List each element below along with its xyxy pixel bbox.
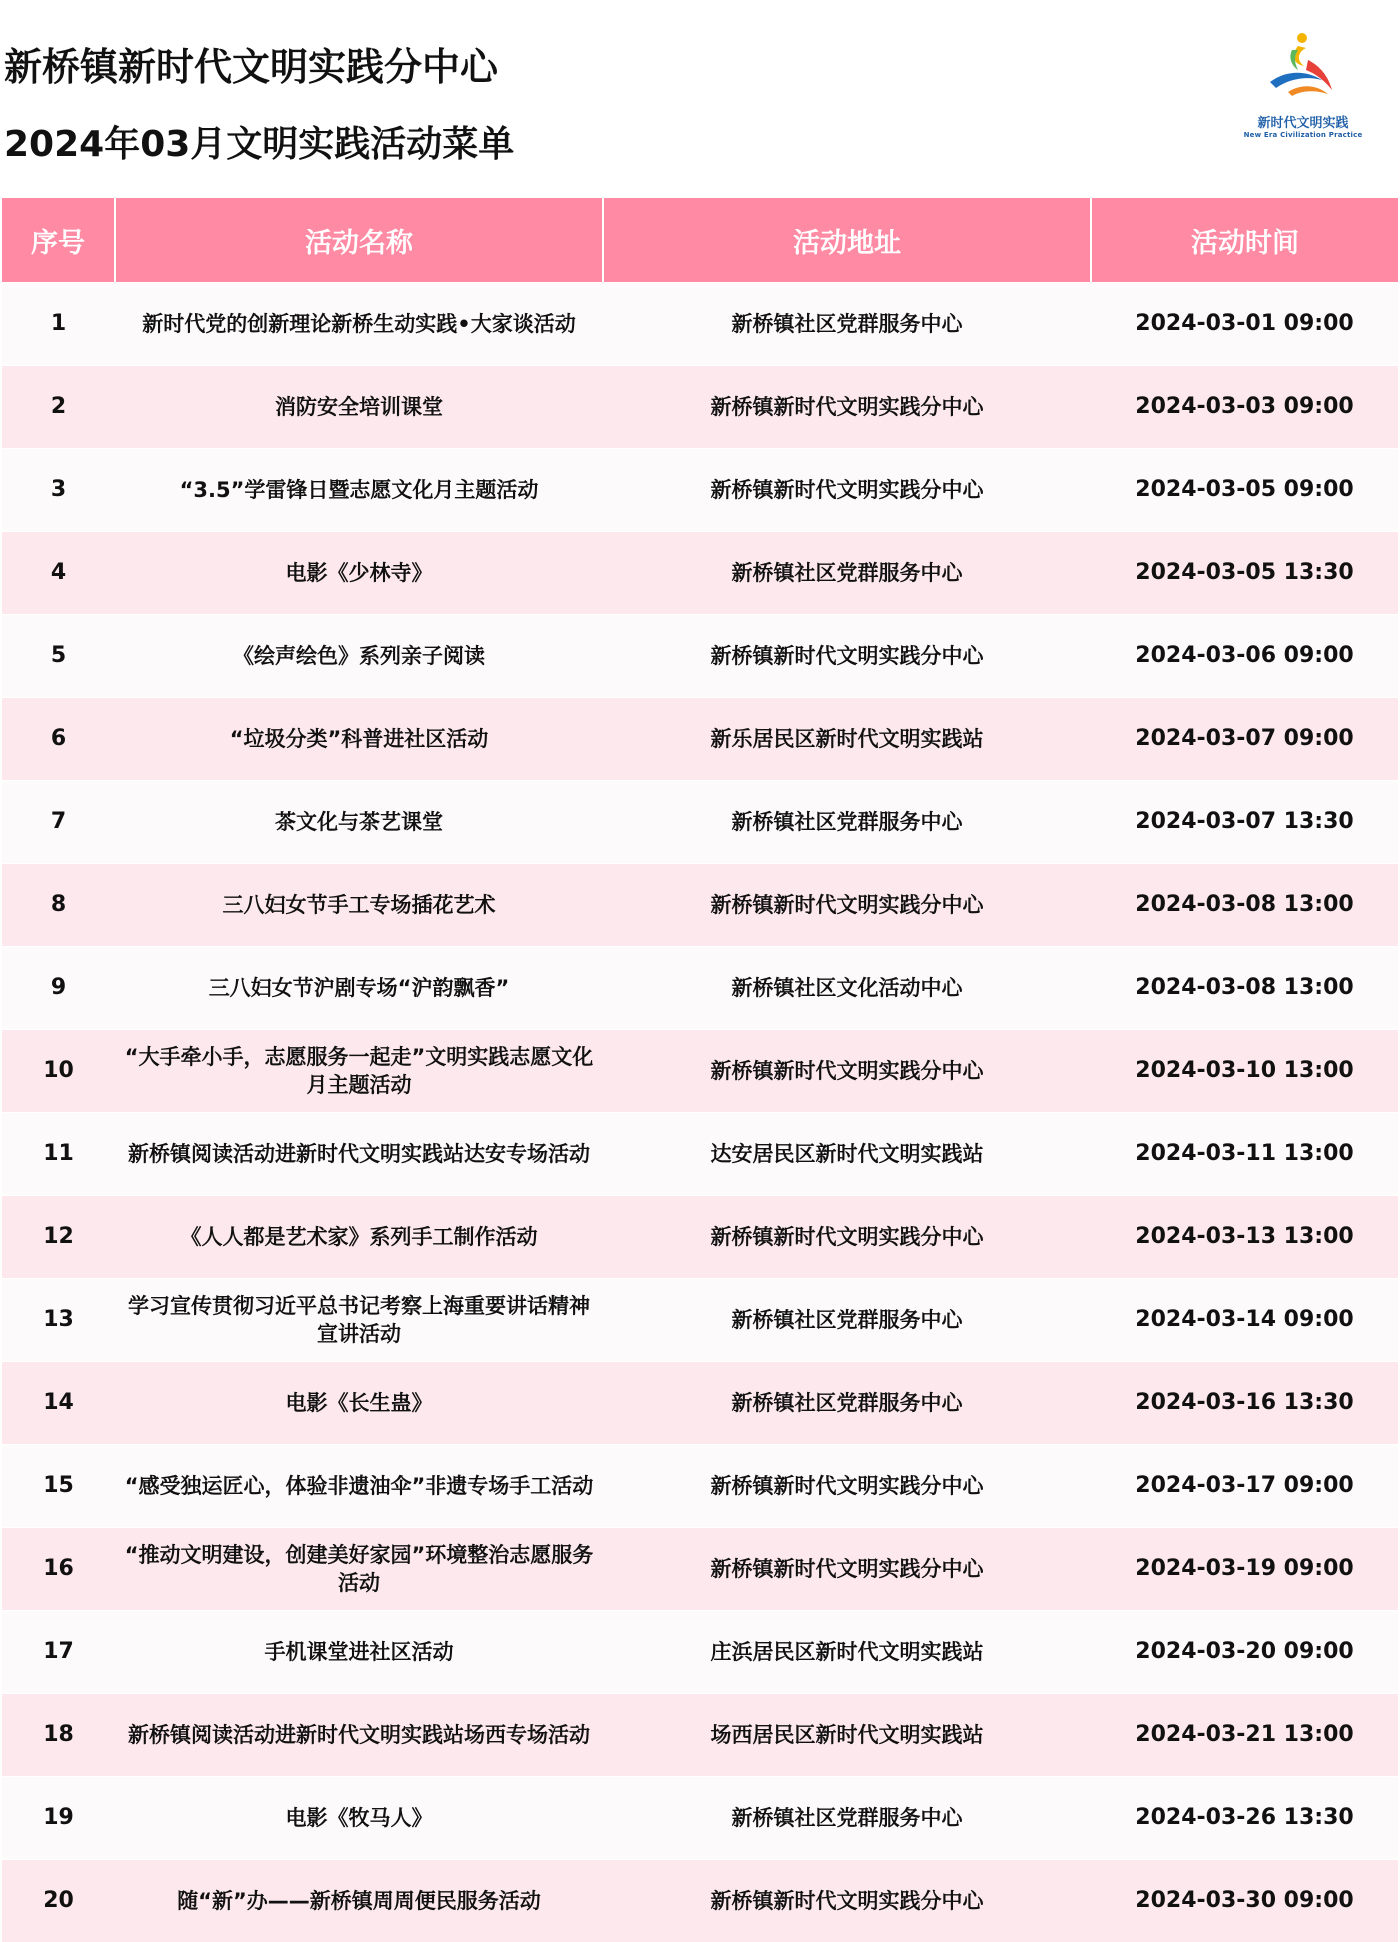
cell-activity-name: 学习宣传贯彻习近平总书记考察上海重要讲话精神宣讲活动 [115, 1279, 603, 1362]
column-header-number: 序号 [2, 198, 115, 283]
table-row [2, 781, 1398, 864]
cell-number: 20 [2, 1860, 115, 1942]
cell-activity-address: 新桥镇新时代文明实践分中心 [603, 1445, 1091, 1528]
table-row [2, 1030, 1398, 1113]
cell-number: 7 [2, 781, 115, 864]
cell-activity-time: 2024-03-01 09:00 [1091, 283, 1398, 366]
cell-activity-name: 电影《长生蛊》 [115, 1362, 603, 1445]
cell-activity-address: 达安居民区新时代文明实践站 [603, 1113, 1091, 1196]
table-header-row [2, 198, 1398, 283]
cell-activity-time: 2024-03-13 13:00 [1091, 1196, 1398, 1279]
cell-activity-address: 新桥镇新时代文明实践分中心 [603, 1196, 1091, 1279]
cell-number: 17 [2, 1611, 115, 1694]
cell-activity-name: “大手牵小手，志愿服务一起走”文明实践志愿文化月主题活动 [115, 1030, 603, 1113]
cell-activity-time: 2024-03-30 09:00 [1091, 1860, 1398, 1942]
cell-number: 18 [2, 1694, 115, 1777]
cell-activity-name: 新时代党的创新理论新桥生动实践•大家谈活动 [115, 283, 603, 366]
table-row [2, 1860, 1398, 1942]
logo-text-cn: 新时代文明实践 [1238, 112, 1368, 131]
cell-activity-name: “感受独运匠心，体验非遗油伞”非遗专场手工活动 [115, 1445, 603, 1528]
cell-activity-time: 2024-03-14 09:00 [1091, 1279, 1398, 1362]
cell-activity-name: 电影《少林寺》 [115, 532, 603, 615]
table-row [2, 1113, 1398, 1196]
cell-activity-address: 新乐居民区新时代文明实践站 [603, 698, 1091, 781]
cell-number: 3 [2, 449, 115, 532]
table-row [2, 366, 1398, 449]
cell-number: 19 [2, 1777, 115, 1860]
column-header-name: 活动名称 [115, 198, 603, 283]
table-row [2, 532, 1398, 615]
table-row [2, 615, 1398, 698]
cell-activity-address: 新桥镇社区党群服务中心 [603, 781, 1091, 864]
table-row [2, 1445, 1398, 1528]
cell-number: 10 [2, 1030, 115, 1113]
cell-activity-address: 新桥镇新时代文明实践分中心 [603, 615, 1091, 698]
cell-activity-time: 2024-03-10 13:00 [1091, 1030, 1398, 1113]
cell-number: 15 [2, 1445, 115, 1528]
cell-activity-name: 新桥镇阅读活动进新时代文明实践站达安专场活动 [115, 1113, 603, 1196]
cell-activity-address: 新桥镇新时代文明实践分中心 [603, 366, 1091, 449]
table-row [2, 449, 1398, 532]
cell-activity-name: 三八妇女节沪剧专场“沪韵飘香” [115, 947, 603, 1030]
table-row [2, 1362, 1398, 1445]
table-row [2, 283, 1398, 366]
cell-activity-time: 2024-03-19 09:00 [1091, 1528, 1398, 1611]
cell-activity-name: 茶文化与茶艺课堂 [115, 781, 603, 864]
cell-number: 13 [2, 1279, 115, 1362]
page-subtitle: 2024年03月文明实践活动菜单 [4, 116, 514, 167]
cell-activity-time: 2024-03-21 13:00 [1091, 1694, 1398, 1777]
cell-activity-address: 新桥镇社区党群服务中心 [603, 532, 1091, 615]
cell-activity-address: 场西居民区新时代文明实践站 [603, 1694, 1091, 1777]
cell-activity-time: 2024-03-08 13:00 [1091, 864, 1398, 947]
cell-number: 12 [2, 1196, 115, 1279]
column-header-time: 活动时间 [1091, 198, 1398, 283]
table-row [2, 947, 1398, 1030]
cell-activity-time: 2024-03-26 13:30 [1091, 1777, 1398, 1860]
page-title: 新桥镇新时代文明实践分中心 [4, 36, 498, 91]
cell-number: 14 [2, 1362, 115, 1445]
cell-activity-time: 2024-03-07 09:00 [1091, 698, 1398, 781]
cell-activity-name: “推动文明建设，创建美好家园”环境整治志愿服务活动 [115, 1528, 603, 1611]
cell-activity-address: 新桥镇社区党群服务中心 [603, 1362, 1091, 1445]
cell-number: 4 [2, 532, 115, 615]
cell-activity-address: 新桥镇新时代文明实践分中心 [603, 1030, 1091, 1113]
page-header [0, 0, 1400, 195]
logo-text-en: New Era Civilization Practice [1238, 131, 1368, 139]
cell-activity-address: 新桥镇社区党群服务中心 [603, 1279, 1091, 1362]
cell-activity-address: 新桥镇社区党群服务中心 [603, 1777, 1091, 1860]
table-row [2, 1528, 1398, 1611]
cell-activity-time: 2024-03-16 13:30 [1091, 1362, 1398, 1445]
table-row [2, 1611, 1398, 1694]
cell-activity-address: 新桥镇新时代文明实践分中心 [603, 1528, 1091, 1611]
cell-activity-name: 电影《牧马人》 [115, 1777, 603, 1860]
cell-activity-name: 手机课堂进社区活动 [115, 1611, 603, 1694]
cell-activity-name: 《人人都是艺术家》系列手工制作活动 [115, 1196, 603, 1279]
cell-number: 8 [2, 864, 115, 947]
table-row [2, 1777, 1398, 1860]
cell-activity-address: 新桥镇新时代文明实践分中心 [603, 1860, 1091, 1942]
table-row [2, 1694, 1398, 1777]
cell-activity-name: 三八妇女节手工专场插花艺术 [115, 864, 603, 947]
cell-activity-time: 2024-03-07 13:30 [1091, 781, 1398, 864]
cell-activity-time: 2024-03-08 13:00 [1091, 947, 1398, 1030]
cell-activity-name: “垃圾分类”科普进社区活动 [115, 698, 603, 781]
cell-activity-name: 新桥镇阅读活动进新时代文明实践站场西专场活动 [115, 1694, 603, 1777]
cell-number: 9 [2, 947, 115, 1030]
cell-activity-address: 新桥镇新时代文明实践分中心 [603, 449, 1091, 532]
column-header-address: 活动地址 [603, 198, 1091, 283]
cell-activity-address: 新桥镇社区党群服务中心 [603, 283, 1091, 366]
table-row [2, 698, 1398, 781]
activity-table [2, 198, 1398, 1942]
cell-activity-time: 2024-03-05 13:30 [1091, 532, 1398, 615]
cell-activity-time: 2024-03-17 09:00 [1091, 1445, 1398, 1528]
cell-activity-address: 新桥镇社区文化活动中心 [603, 947, 1091, 1030]
cell-number: 11 [2, 1113, 115, 1196]
cell-activity-time: 2024-03-11 13:00 [1091, 1113, 1398, 1196]
cell-activity-time: 2024-03-05 09:00 [1091, 449, 1398, 532]
cell-activity-time: 2024-03-03 09:00 [1091, 366, 1398, 449]
logo-emblem-icon [1268, 30, 1338, 110]
cell-activity-name: 消防安全培训课堂 [115, 366, 603, 449]
cell-activity-name: 《绘声绘色》系列亲子阅读 [115, 615, 603, 698]
cell-activity-address: 庄浜居民区新时代文明实践站 [603, 1611, 1091, 1694]
cell-number: 1 [2, 283, 115, 366]
table-row [2, 864, 1398, 947]
cell-activity-time: 2024-03-20 09:00 [1091, 1611, 1398, 1694]
cell-number: 16 [2, 1528, 115, 1611]
cell-activity-time: 2024-03-06 09:00 [1091, 615, 1398, 698]
new-era-civilization-logo [1238, 30, 1368, 150]
cell-activity-name: “3.5”学雷锋日暨志愿文化月主题活动 [115, 449, 603, 532]
cell-number: 2 [2, 366, 115, 449]
cell-activity-address: 新桥镇新时代文明实践分中心 [603, 864, 1091, 947]
table-row [2, 1279, 1398, 1362]
table-row [2, 1196, 1398, 1279]
cell-number: 6 [2, 698, 115, 781]
cell-activity-name: 随“新”办——新桥镇周周便民服务活动 [115, 1860, 603, 1942]
cell-number: 5 [2, 615, 115, 698]
